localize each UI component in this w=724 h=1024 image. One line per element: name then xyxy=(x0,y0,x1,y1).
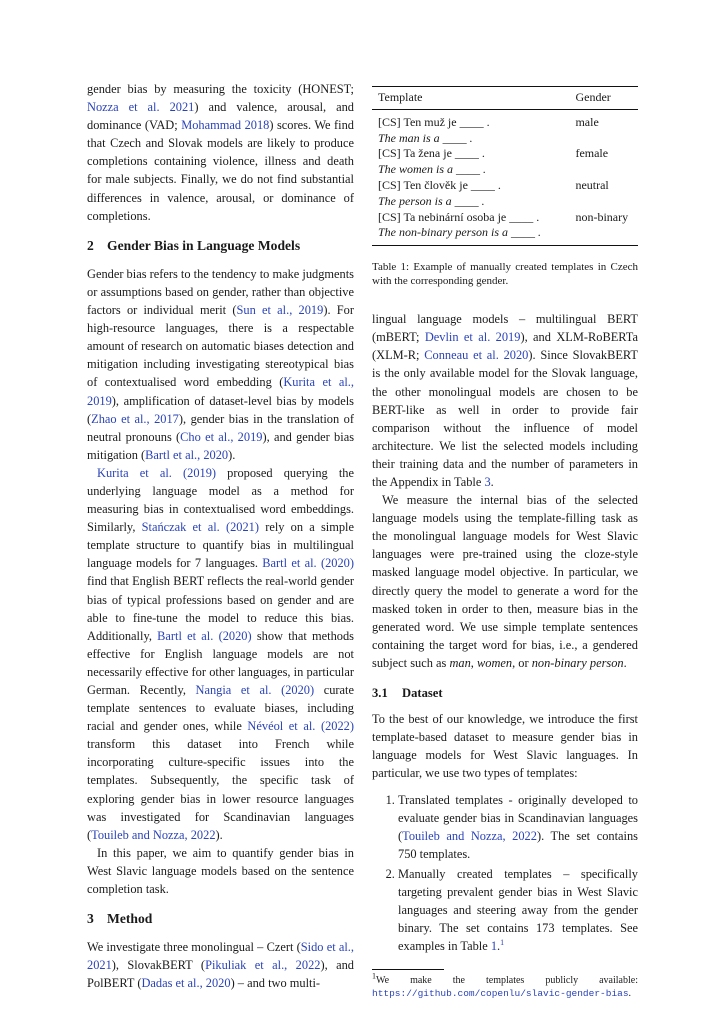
footnote-mark: 1 xyxy=(372,972,376,982)
table-header-gender: Gender xyxy=(569,87,638,110)
section-title: Method xyxy=(107,911,153,927)
text-run: ). Since SlovakBERT is the only available model for the Slovak language, the other monolingual models are chosen to be BERT-like as well in order to provide fair comparison without the influence of model architecture. We list the selected models including their training data and the number of parameters in the Appendix in Table xyxy=(372,348,638,490)
text-run: ). For high-resource languages, there is a respectable amount of research on automatic biases detection and mitigation including investigating stereotypical bias of contextualised word embedding ( xyxy=(87,303,354,390)
template-en-cell: The non-binary person is a ____ . xyxy=(372,225,569,245)
citation-link[interactable]: Devlin et al. 2019 xyxy=(424,330,521,345)
text-run: ), and gender bias mitigation ( xyxy=(87,429,355,462)
list-item xyxy=(398,865,638,955)
section-title: Gender Bias in Language Models xyxy=(107,237,301,253)
citation-link[interactable]: Sido et al., 2021 xyxy=(87,940,354,973)
text-run: ). The set contains 750 templates. xyxy=(398,828,638,861)
table-caption: Table 1: Example of manually created templates in Czech with the corresponding gender. xyxy=(372,261,638,288)
emphasis: man xyxy=(449,655,471,670)
template-cs-cell: [CS] Ta žena je ____ . xyxy=(378,146,485,161)
text-run: Translated templates - originally developed to evaluate gender bias in Scandinavian languages ( xyxy=(398,792,638,843)
table-body xyxy=(372,109,638,245)
citation-link[interactable]: Dadas et al., 2020 xyxy=(141,976,231,991)
empty-cell xyxy=(569,194,638,210)
template-en-cell: The man is a ____ . xyxy=(378,130,473,145)
list-item xyxy=(398,791,638,863)
emphasis: non-binary person xyxy=(531,655,624,670)
citation-link[interactable]: Nozza et al. 2021 xyxy=(87,100,195,115)
footnote-text: We make the templates publicly available: xyxy=(376,975,638,987)
text-run: lingual language models – multilingual BERT (mBERT; xyxy=(372,312,638,345)
citation-link[interactable]: Sun et al., 2019 xyxy=(236,303,324,318)
section-number: 2 xyxy=(87,237,94,253)
text-run: ), gender bias in the translation of neutral pronouns ( xyxy=(87,411,354,444)
citation-link[interactable]: Mohammad 2018 xyxy=(181,118,270,133)
paragraph xyxy=(87,844,354,898)
text-run: rely on a simple template structure to quantify bias in multilingual language models for 7 languages. xyxy=(87,520,354,571)
template-cs-cell: [CS] Ta nebinární osoba je ____ . xyxy=(378,209,540,224)
citation-link[interactable]: Touileb and Nozza, 2022 xyxy=(402,828,537,843)
table-row xyxy=(372,210,638,226)
text-run: ), and PolBERT ( xyxy=(87,958,354,991)
template-table xyxy=(372,86,638,246)
gender-cell: male xyxy=(575,114,599,129)
gender-cell: non-binary xyxy=(575,209,629,224)
footnote-rule xyxy=(372,969,444,970)
paragraph xyxy=(87,938,354,992)
paragraph xyxy=(87,265,354,464)
text-run: ) – and two multi- xyxy=(230,976,321,991)
text-run: In this paper, we aim to quantify gender bias in West Slavic language models based on the sentence completion task. xyxy=(87,845,354,897)
text-run: ) scores. We find that Czech and Slovak models are likely to produce completions containing violence, illness and death for male subjects. Finally, we do not find substantial differences in valence, arousal, or dominance of completions. xyxy=(87,118,354,223)
citation-link[interactable]: Cho et al., 2019 xyxy=(180,429,263,444)
citation-link[interactable]: Névéol et al. (2022) xyxy=(247,719,354,734)
text-run: ), and XLM-RoBERTa (XLM-R; xyxy=(372,330,638,363)
table-row-translation xyxy=(372,131,638,147)
citation-link[interactable]: Stańczak et al. (2021) xyxy=(141,520,259,535)
citation-link[interactable]: Bartl et al., 2020 xyxy=(145,447,229,462)
citation-link[interactable]: Bartl et al. (2020) xyxy=(157,628,252,643)
citation-link[interactable]: Bartl et al. (2020) xyxy=(262,556,354,571)
citation-link[interactable]: Pikuliak et al., 2022 xyxy=(205,958,321,973)
footnote-end: . xyxy=(628,988,632,1000)
subsection-heading xyxy=(372,684,638,702)
citation-link[interactable]: Kurita et al., 2019 xyxy=(87,375,354,408)
citation-link[interactable]: Zhao et al., 2017 xyxy=(91,411,179,426)
template-en-cell: The women is a ____ . xyxy=(378,162,486,177)
template-cs-cell: [CS] Ten člověk je ____ . xyxy=(378,177,501,192)
template-types-list xyxy=(372,791,638,956)
template-en-cell: The person is a ____ . xyxy=(378,193,485,208)
text-run: ) and valence, arousal, and dominance (VAD; xyxy=(87,100,354,133)
paragraph xyxy=(87,464,354,844)
table-row-translation xyxy=(372,225,638,245)
text-run: . xyxy=(497,939,501,954)
gender-cell: female xyxy=(575,146,609,161)
subsection-title: Dataset xyxy=(402,686,443,701)
footnote xyxy=(372,974,638,1000)
text-run: gender bias by measuring the toxicity (HONEST; xyxy=(87,82,354,96)
text-run: Gender bias refers to the tendency to make judgments or assumptions based on gender, rather than objective factors or individual merit ( xyxy=(87,266,354,318)
gender-cell: neutral xyxy=(575,177,609,192)
citation-link[interactable]: Kurita et al. (2019) xyxy=(97,465,217,480)
text-run: . xyxy=(623,655,627,670)
text-run: Manually created templates – specifically targeting prevalent gender bias in West Slavic languages and steering away from the gender binary. The set contains 173 templates. See examples in Table xyxy=(398,866,638,954)
empty-cell xyxy=(569,162,638,178)
text-run: . xyxy=(490,475,494,490)
subsection-number: 3.1 xyxy=(372,686,388,701)
text-run: , or xyxy=(512,655,532,670)
footnote-ref[interactable]: 1 xyxy=(500,938,505,948)
intro-paragraph xyxy=(87,80,354,225)
section-3-heading xyxy=(87,910,354,928)
text-run: show that methods effective for English language models are not necessarily effective for other languages, in particular German. Recently, xyxy=(87,628,354,697)
text-run: We measure the internal bias of the selected language models using the template-filling task as the monolingual language models for West Slavic languages were pre-trained using the cloze-style masked language model objective. In particular, we directly query the model to generate a word for the masked token in order to then, measure bias in the generated word. We use simple template sentences containing the target word for bias, i.e., a gendered subject such as xyxy=(372,493,638,670)
text-run: To the best of our knowledge, we introduce the first template-based dataset to measure gender bias in language models for West Slavic languages. In particular, we use two types of templates: xyxy=(372,712,638,781)
empty-cell xyxy=(569,131,638,147)
table-header-row xyxy=(372,87,638,110)
paragraph xyxy=(372,710,638,782)
citation-link[interactable]: 1 xyxy=(490,939,498,954)
table-row-translation xyxy=(372,162,638,178)
table-header-template: Template xyxy=(372,87,569,110)
paragraph xyxy=(372,491,638,672)
table-row xyxy=(372,146,638,162)
citation-link[interactable]: Touileb and Nozza, 2022 xyxy=(91,827,216,842)
paragraph xyxy=(372,310,638,491)
emphasis: women xyxy=(476,655,513,670)
template-cs-cell: [CS] Ten muž je ____ . xyxy=(378,114,490,129)
text-run: find that English BERT reflects the real-world gender bias of typical professions based on gender and are able to fine-tune the model to reduce this bias. Additionally, xyxy=(87,574,354,643)
footnote-link[interactable]: https://github.com/copenlu/slavic-gender-bias xyxy=(372,988,629,1000)
text-run: proposed querying the underlying language model as a method for measuring bias in contextualised word embeddings. Similarly, xyxy=(87,465,354,535)
text-run: ). xyxy=(215,827,223,842)
text-run: , xyxy=(470,655,477,670)
text-run: transform this dataset into French while incorporating culture-specific issues into the templates. Subsequently, the specific task of exploring gender bias in lower resource languages was investigated for Scandinavian languages ( xyxy=(87,737,354,842)
text-run: ), SlovakBERT ( xyxy=(111,958,206,973)
right-column xyxy=(372,80,638,1000)
table-row-translation xyxy=(372,194,638,210)
empty-cell xyxy=(569,225,638,245)
section-number: 3 xyxy=(87,911,94,927)
text-run: ), amplification of dataset-level bias by models ( xyxy=(87,393,354,426)
text-run: We investigate three monolingual – Czert ( xyxy=(87,940,301,955)
citation-link[interactable]: Conneau et al. 2020 xyxy=(424,348,529,363)
table-row xyxy=(372,178,638,194)
text-run: ). xyxy=(228,447,236,462)
section-2-heading xyxy=(87,237,354,255)
left-column xyxy=(87,80,354,993)
table-row xyxy=(372,109,638,130)
citation-link[interactable]: Nangia et al. (2020) xyxy=(195,683,315,697)
citation-link[interactable]: 3 xyxy=(484,475,491,490)
text-run: curate template sentences to evaluate biases, including racial and gender ones, while xyxy=(87,683,354,734)
